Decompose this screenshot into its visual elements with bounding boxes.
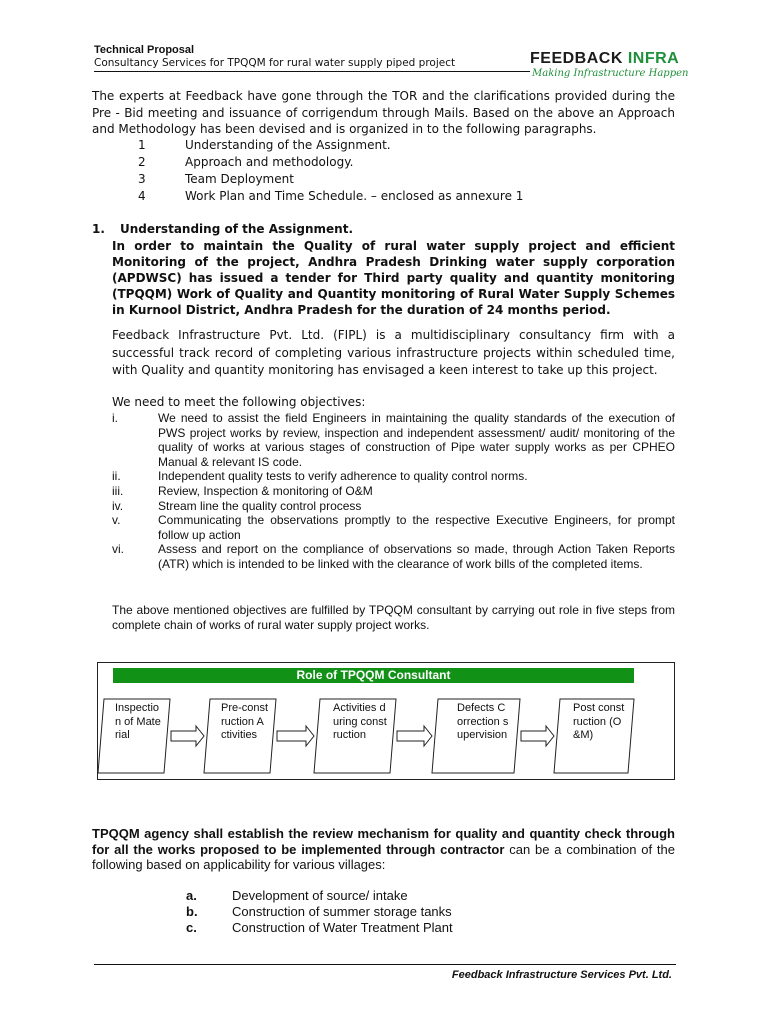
logo-tagline: Making Infrastructure Happen (532, 68, 689, 79)
list-number: 3 (138, 172, 146, 186)
objective-text: We need to assist the field Engineers in maintaining the quality standards of the execution of PWS project works by review, inspection and independent assessment/ audit/ monitoring of the quality of works at various stages of construction of Pipe water supply works as per CPHEO Manual & relevant IS code. (158, 411, 675, 469)
arrow-2 (277, 726, 314, 746)
footer-company: Feedback Infrastructure Services Pvt. Ltd. (451, 969, 672, 981)
objective-item (112, 469, 675, 484)
step-during-construction-label: Activities during construction (333, 702, 387, 741)
company-logo (530, 50, 689, 82)
list-item (186, 888, 453, 904)
objective-text: Independent quality tests to verify adherence to quality control norms. (158, 469, 528, 484)
list-text: Approach and methodology. (185, 155, 354, 169)
fipl-paragraph: Feedback Infrastructure Pvt. Ltd. (FIPL) is a multidisciplinary consultancy firm with a successful track record of completing various infrastructure projects within scheduled time, with Quality and quantity monitoring has envisaged a keen interest to take up this project. (112, 328, 675, 377)
list-item (138, 171, 523, 188)
list-number: 1 (138, 138, 146, 152)
arrow-3 (397, 726, 432, 746)
list-item (138, 154, 523, 171)
objective-item (112, 542, 675, 571)
logo-wordmark (530, 50, 679, 68)
objective-roman: iii. (112, 483, 124, 498)
objectives-intro: We need to meet the following objectives: (112, 395, 366, 409)
objective-roman: iv. (112, 498, 124, 513)
list-item (138, 137, 523, 154)
step-inspection-label: Inspection of Material (115, 702, 161, 741)
header-subtitle: Consultancy Services for TPQQM for rural water supply piped project (94, 57, 456, 69)
objectives-list (112, 411, 675, 572)
diagram-title: Role of TPQQM Consultant (113, 668, 634, 683)
list-item (186, 920, 453, 936)
step-post-construction-label: Post construction (O&M) (573, 702, 625, 741)
list-letter: a. (186, 888, 197, 903)
objective-item (112, 499, 675, 514)
intro-numbered-list (138, 137, 523, 205)
list-text: Work Plan and Time Schedule. – enclosed as annexure 1 (185, 189, 524, 203)
objective-roman: i. (112, 411, 118, 425)
section-number: 1. (92, 222, 105, 236)
objective-item (112, 411, 675, 469)
components-list (186, 888, 453, 936)
arrow-1 (171, 726, 204, 746)
objective-roman: ii. (112, 469, 121, 484)
list-letter: c. (186, 920, 197, 935)
logo-word-infra: INFRA (627, 50, 680, 67)
list-text: Construction of summer storage tanks (232, 904, 452, 919)
step-pre-construction-label: Pre-construction Activities (221, 702, 269, 741)
tpqqm-role-diagram (97, 662, 675, 780)
intro-paragraph: The experts at Feedback have gone through the TOR and the clarifications provided during the Pre - Bid meeting and issuance of corrigendum through Mails. Based on the above an Approach and Methodology has been devised and is organized in to the following paragraphs. (92, 89, 675, 136)
tender-paragraph: In order to maintain the Quality of rural water supply project and efficient Monitoring of the project, Andhra Pradesh Drinking water supply corporation (APDWSC) has issued a tender for Third party quality and quantity monitoring (TPQQM) Work of Quality and Quantity monitoring of Rural Water Supply Schemes in Kurnool District, Andhra Pradesh for the duration of 24 months period. (112, 239, 675, 317)
logo-word-feedback: FEEDBACK (530, 50, 623, 67)
objective-text: Stream line the quality control process (158, 498, 362, 513)
objective-roman: vi. (112, 542, 124, 557)
step-defects-label: Defects Correction supervision (457, 702, 509, 741)
list-text: Construction of Water Treatment Plant (232, 920, 453, 935)
review-bold-a: TPQQM agency shall establish the review mechanism for quality and quantity check through for all the (92, 826, 675, 857)
objective-item (112, 513, 675, 542)
list-number: 4 (138, 189, 146, 203)
review-normal: can be a combination of the following based on applicability for various villages: (92, 841, 675, 872)
objective-roman: v. (112, 513, 121, 528)
review-bold-b: works proposed to be implemented through contractor (157, 841, 505, 857)
objective-item (112, 484, 675, 499)
header-title: Technical Proposal (94, 44, 195, 56)
list-number: 2 (138, 155, 146, 169)
list-item (138, 188, 523, 205)
header-rule (94, 71, 530, 72)
list-text: Team Deployment (185, 172, 294, 186)
arrow-4 (521, 726, 554, 746)
list-text: Understanding of the Assignment. (185, 138, 391, 152)
list-item (186, 904, 453, 920)
review-paragraph (92, 826, 675, 873)
objectives-closing-paragraph: The above mentioned objectives are fulfilled by TPQQM consultant by carrying out role in five steps from complete chain of works of rural water supply project works. (112, 603, 675, 632)
objective-text: Communicating the observations promptly to the respective Executive Engineers, for prompt follow up action (158, 513, 675, 542)
section-title: Understanding of the Assignment. (120, 222, 354, 236)
objective-text: Assess and report on the compliance of observations so made, through Action Taken Reports (ATR) which is intended to be linked with the clearance of work bills of the completed items. (158, 542, 675, 571)
list-letter: b. (186, 904, 198, 919)
objective-text: Review, Inspection & monitoring of O&M (158, 483, 373, 498)
footer-rule (94, 964, 676, 965)
list-text: Development of source/ intake (232, 888, 408, 903)
section-heading (92, 222, 353, 236)
